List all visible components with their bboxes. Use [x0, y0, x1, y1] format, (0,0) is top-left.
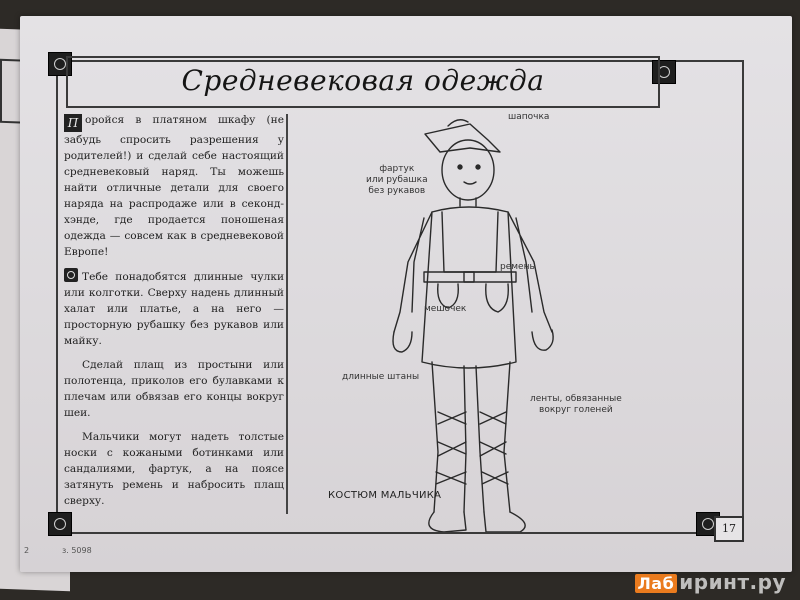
label-hat: шапочка: [508, 112, 550, 122]
paragraph-4-text: Мальчики могут надеть толстые носки с кожаными ботинками или сандалиями, фартук, а на поясе затянуть ремень и набросить плащ сверху.: [64, 431, 284, 507]
watermark-text: иринт.ру: [679, 570, 786, 594]
head-drawing: [442, 140, 494, 200]
left-shoe-drawing: [429, 512, 466, 532]
figure-caption: КОСТЮМ МАЛЬЧИКА: [328, 490, 442, 501]
footer-print-code: з. 5098: [62, 546, 92, 555]
paragraph-3-text: Сделай плащ из простыни или полотенца, приколов его булавками к плечам или обвязав его концы вокруг шеи.: [64, 359, 284, 419]
paragraph-cloak: [64, 357, 284, 421]
shirt-drawing: [422, 207, 516, 368]
book-page: [20, 16, 792, 572]
page-title: Средневековая одежда: [181, 64, 545, 97]
trousers-drawing: [432, 362, 510, 512]
right-shoe-drawing: [484, 512, 525, 532]
label-belt: ремень: [500, 262, 535, 272]
ribbons-drawing: [436, 412, 508, 484]
label-trousers: длинные штаны: [342, 372, 420, 382]
watermark-logo: Лаб: [635, 574, 678, 593]
hat-drawing: [425, 124, 500, 152]
label-ribbons: ленты, обвязанные вокруг голеней: [530, 394, 622, 415]
paragraph-intro: [64, 112, 284, 260]
dropcap-letter: П: [64, 114, 82, 132]
paragraph-2-text: Тебе понадобятся длинные чулки или колготки. Сверху надень длинный халат или платье, а на него — просторную рубашку без рукавов или майку.: [64, 271, 284, 347]
paragraph-ornament-icon: [64, 268, 78, 282]
belt-drawing: [424, 272, 516, 282]
text-column: [64, 112, 284, 517]
footer-left-page-number: 2: [24, 546, 30, 555]
column-separator: [286, 114, 288, 514]
labirint-watermark: [635, 570, 786, 594]
title-box: [66, 56, 660, 108]
boy-costume-drawing: [320, 112, 620, 532]
paragraph-boys: [64, 429, 284, 509]
paragraph-stockings: [64, 268, 284, 349]
label-apron: фартук или рубашка без рукавов: [366, 164, 428, 196]
paragraph-1-text: оройся в платяном шкафу (не забудь спросить разрешения у родителей!) и сделай себе настоящий средневековый наряд. Ты можешь найти отличные детали для своего наряда на распродаже или в секонд-хэнде, где продается поношеная одежда — совсем как в средневековой Европе!: [64, 114, 284, 258]
label-pouch: мешочек: [424, 304, 467, 314]
apron-drawing: [442, 212, 498, 272]
page-number: 17: [714, 516, 744, 542]
